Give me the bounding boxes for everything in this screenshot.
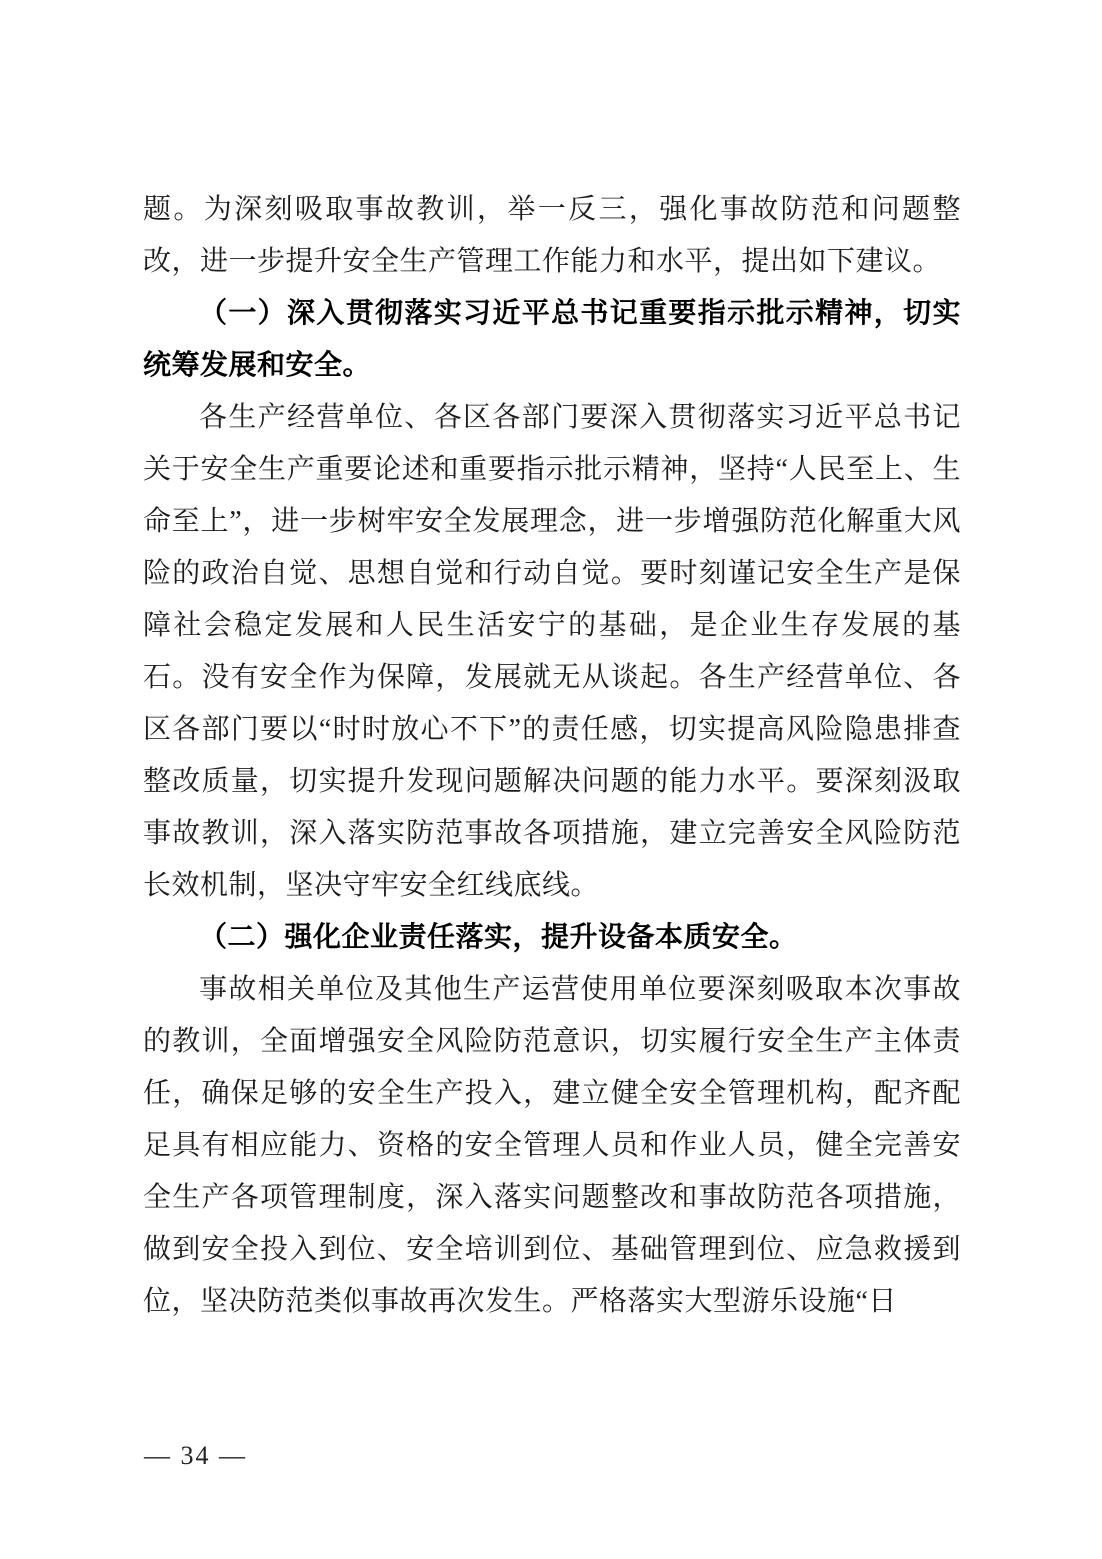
section-two-body: 事故相关单位及其他生产运营使用单位要深刻吸取本次事故的教训，全面增强安全风险防范意识，切实履行安全生产主体责任，确保足够的安全生产投入，建立健全安全管理机构，配齐配足具有相应能力、资格的安全管理人员和作业人员，健全完善安全生产各项管理制度，深入落实问题整改和事故防范各项措施，做到安全投入到位、安全培训到位、基础管理到位、应急救援到位，坚决防范类似事故再次发生。严格落实大型游乐设施“日 <box>143 974 961 1317</box>
paragraph-continuation: 题。为深刻吸取事故教训，举一反三，强化事故防范和问题整改，进一步提升安全生产管理工作能力和水平，提出如下建议。 <box>143 194 961 277</box>
page-number: — 34 — <box>144 1441 247 1470</box>
section-one-body: 各生产经营单位、各区各部门要深入贯彻落实习近平总书记关于安全生产重要论述和重要指示批示精神，坚持“人民至上、生命至上”，进一步树牢安全发展理念，进一步增强防范化解重大风险的政治自觉、思想自觉和行动自觉。要时刻谨记安全生产是保障社会稳定发展和人民生活安宁的基础，是企业生存发展的基石。没有安全作为保障，发展就无从谈起。各生产经营单位、各区各部门要以“时时放心不下”的责任感，切实提高风险隐患排查整改质量，切实提升发现问题解决问题的能力水平。要深刻汲取事故教训，深入落实防范事故各项措施，建立完善安全风险防范长效机制，坚决守牢安全红线底线。 <box>143 402 961 901</box>
section-heading-two: （二）强化企业责任落实，提升设备本质安全。 <box>199 922 798 953</box>
section-heading-one: （一）深入贯彻落实习近平总书记重要指示批示精神，切实统筹发展和安全。 <box>143 298 961 381</box>
document-body <box>143 184 961 1328</box>
